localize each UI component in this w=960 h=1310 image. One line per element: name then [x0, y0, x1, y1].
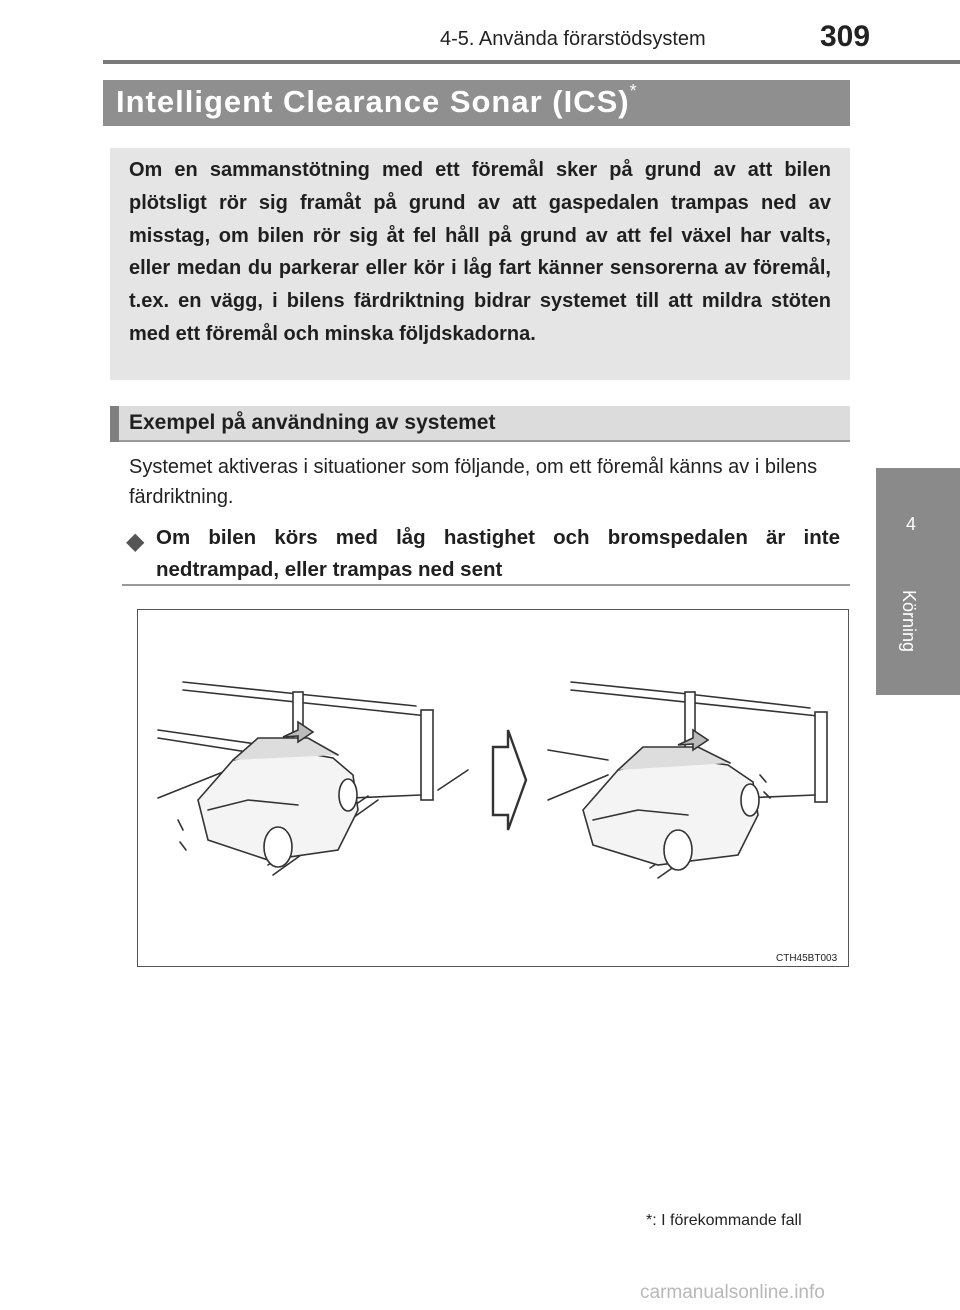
intro-paragraph: Om en sammanstötning med ett föremål sker på grund av att bilen plötsligt rör sig framåt på grund av att gaspedalen trampas ned av misstag, om bilen rör sig åt fel håll på grund av att fel växel har valts, eller medan du parkerar eller kör i låg fart känner sensorerna av föremål, t.ex. en vägg, i bilens färdriktning bidrar systemet till att mildra stöten med ett föremål och minska följdskadorna. [129, 159, 831, 345]
watermark: carmanualsonline.info [640, 1282, 825, 1303]
body-paragraph: Systemet aktiveras i situationer som följande, om ett föremål känns av i bilens färdriktning. [129, 456, 818, 508]
chapter-number: 4 [905, 514, 916, 534]
page-number: 309 [820, 20, 871, 53]
title-asterisk: * [629, 80, 638, 101]
header-rule [103, 60, 960, 64]
chapter-label [893, 590, 933, 670]
page-title-text: Intelligent Clearance Sonar (ICS) [116, 84, 630, 119]
parking-illustration [138, 610, 850, 968]
page-title [116, 80, 638, 120]
figure-code: CTH45BT003 [776, 953, 838, 964]
footnote-asterisk: * [646, 1212, 653, 1229]
footnote-text: : I förekommande fall [652, 1212, 802, 1229]
bullet-rule [122, 584, 850, 586]
illustration-frame [137, 609, 849, 967]
bullet-heading: Om bilen körs med låg hastighet och bromspedalen är inte nedtrampad, eller trampas ned sent [156, 526, 840, 581]
chapter-label-text: Körning [899, 590, 919, 653]
subheading-accent-bar [110, 406, 119, 442]
running-header-section: 4-5. Använda förarstödsystem [440, 28, 706, 50]
footnote [646, 1212, 802, 1230]
diamond-bullet-icon: ◆ [126, 528, 145, 555]
subheading: Exempel på användning av systemet [129, 411, 496, 434]
